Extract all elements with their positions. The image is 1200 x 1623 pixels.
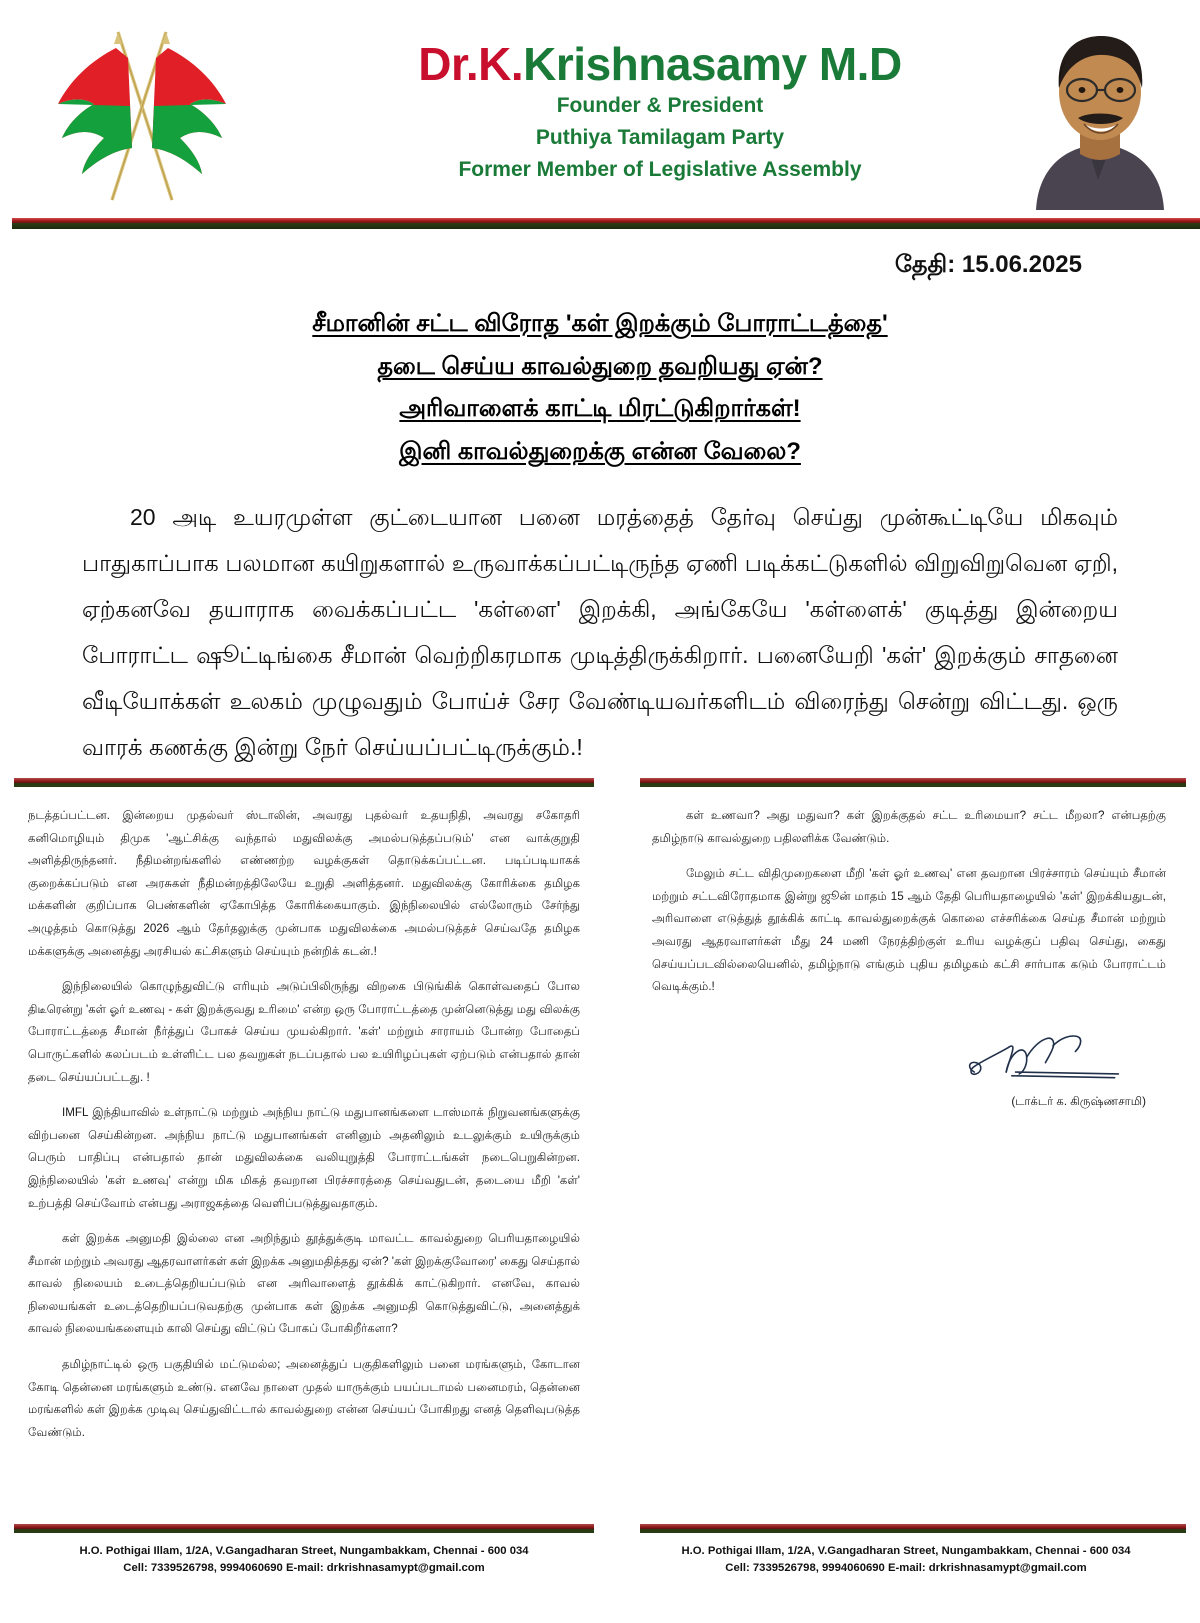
right-paragraph-1: கள் உணவா? அது மதுவா? கள் இறக்குதல் சட்ட உரிமையா? சட்ட மீறலா? என்பதற்கு தமிழ்நாடு காவல்துறை பதிலளிக்க வேண்டும்.: [652, 809, 1166, 845]
signature-icon: [952, 1029, 1152, 1087]
right-footer-divider: [640, 1524, 1186, 1533]
right-footer-green-stripe: [640, 1529, 1186, 1533]
person-name: [330, 40, 990, 88]
lower-page-sections: [0, 768, 1200, 1623]
left-paragraph-1: நடத்தப்பட்டன. இன்றைய முதல்வர் ஸ்டாலின், அவரது புதல்வர் உதயநிதி, அவரது சகோதரி கனிமொழியும் திமுக 'ஆட்சிக்கு வந்தால் மதுவிலக்கு அமல்படுத்தப்படும்' என வாக்குறுதி அளித்திருந்தனர். நீதிமன்றங்களில் எண்ணற்ற வழக்குகள் தொடுக்கப்பட்டன. படிப்படியாகக் குறைக்கப்படும் என அரசுகள் நீதிமன்றத்திலேயே உறுதி அளித்தனர். மதுவிலக்கு கோரிக்கை தமிழக மக்களின் குறிப்பாக பெண்களின் ஏகோபித்த கோரிக்கையாகும். இந்நிலையில் எல்லோரும் சேர்ந்து அழுத்தம் கொடுத்து 2026 ஆம் தேர்தலுக்கு முன்பாக மதுவிலக்கை அமல்படுத்தச் செய்வதே தமிழக மக்களுக்கு அனைத்து அரசியல் கட்சிகளும் செய்யும் நன்றிக் கடன்.!: [28, 809, 580, 958]
right-footer-contact: Cell: 7339526798, 9994060690 E-mail: drkrishnasamypt@gmail.com: [725, 1562, 1087, 1575]
right-footer-address: H.O. Pothigai Illam, 1/2A, V.Gangadharan Street, Nungambakkam, Chennai - 600 034: [681, 1545, 1131, 1558]
right-pane-top-divider: [640, 778, 1186, 787]
headline-line-4: இனி காவல்துறைக்கு என்ன வேலை?: [399, 438, 801, 466]
page-one-body: [0, 229, 1200, 770]
left-paragraph-4: கள் இறக்க அனுமதி இல்லை என அறிந்தும் தூத்துக்குடி மாவட்ட காவல்துறை பெரியதாழையில் சீமான் மற்றும் அவரது ஆதரவாளர்கள் கள் இறக்க அனுமதித்தது ஏன்? 'கள் இறக்குவோரை' கைது செய்தால் காவல் நிலையம் உடைத்தெறியப்படும் என அரிவாளைத் தூக்கிக் காட்டுகிறார். எனவே, காவல் நிலையங்கள் உடைத்தெறியப்படுவதற்கு முன்பாக கள் இறக்க அனுமதி கொடுத்துவிட்டு, அனைத்துக் காவல் நிலையங்களையும் காலி செய்து விட்டுப் போகப் போகிறீர்களா?: [28, 1232, 580, 1336]
left-pane-top-divider: [14, 778, 594, 787]
left-footer-green-stripe: [14, 1529, 594, 1533]
date-line: தேதி: 15.06.2025: [894, 251, 1082, 278]
page-two-left-pane: [0, 768, 608, 1623]
headline-block: [60, 303, 1140, 474]
portrait-photo: [1002, 14, 1192, 210]
role-line-3: Former Member of Legislative Assembly: [458, 157, 862, 181]
right-divider-green-stripe: [640, 783, 1186, 787]
left-paragraph-2: இந்நிலையில் கொழுந்துவிட்டு எரியும் அடுப்பிலிருந்து விறகை பிடுங்கிக் கொள்வதைப் போல திடீரென்று 'கள் ஓர் உணவு - கள் இறக்குவது உரிமை' என்ற ஒரு போராட்டத்தை முன்னெடுத்து மது விலக்கு போராட்டத்தை சீமான் நீர்த்துப் போகச் செய்ய முயல்கிறார். 'கள்' மற்றும் சாராயம் போன்ற போதைப் பொருட்களில் கலப்படம் உள்ளிட்ட பல தவறுகள் நடப்பதால் பல உயிரிழப்புகள் ஏற்படும் என்பதால் தான் தடை செய்யப்பட்டது. !: [28, 980, 580, 1084]
left-footer-divider: [14, 1524, 594, 1533]
letterhead: [0, 0, 1200, 218]
left-pane-footer: [0, 1524, 608, 1577]
left-paragraph-3: IMFL இந்தியாவில் உள்நாட்டு மற்றும் அந்நிய நாட்டு மதுபானங்களை டாஸ்மாக் நிறுவனங்களுக்கு விற்பனை செய்கின்றன. அந்நிய நாட்டு மதுபானங்கள் எனினும் அதனிலும் உடலுக்கும் உயிருக்கும் பெரும் பாதிப்பு என்பதால் தான் மதுவிலக்கை வலியுறுத்தி போராட்டங்கள் நடைபெறுகின்றன. இந்நிலையில் 'கள் உணவு' என்று மிக மிகத் தவறான பிரச்சாரத்தை செய்வதுடன், தடையை மீறி 'கள்' உற்பத்தி செய்வோம் என்பது அராஜகத்தை வெளிப்படுத்துவதாகும்.: [28, 1106, 580, 1210]
role-line-2: Puthiya Tamilagam Party: [535, 126, 785, 150]
person-name-main: Krishnasamy M.D: [523, 38, 902, 90]
masthead: [330, 40, 990, 183]
signature-zone: [652, 1029, 1166, 1114]
lead-paragraph: 20 அடி உயரமுள்ள குட்டையான பனை மரத்தைத் தேர்வு செய்து முன்கூட்டியே மிகவும் பாதுகாப்பாக பலமான கயிறுகளால் உருவாக்கப்பட்டிருந்த ஏணி படிக்கட்டுகளில் விறுவிறுவென ஏறி, ஏற்கனவே தயாராக வைக்கப்பட்ட 'கள்ளை' இறக்கி, அங்கேயே 'கள்ளைக்' குடித்து இன்றைய போராட்ட ஷூட்டிங்கை சீமான் வெற்றிகரமாக முடித்திருக்கிறார். பனையேறி 'கள்' இறக்கும் சாதனை வீடியோக்கள் உலகம் முழுவதும் போய்ச் சேர வேண்டியவர்களிடம் விரைந்து சென்று விட்டது. ஒரு வாரக் கணக்கு இன்று நேர் செய்யப்பட்டிருக்கும்.!: [82, 503, 1118, 760]
left-divider-green-stripe: [14, 783, 594, 787]
left-footer-address: H.O. Pothigai Illam, 1/2A, V.Gangadharan Street, Nungambakkam, Chennai - 600 034: [79, 1545, 529, 1558]
left-pane-body: [0, 787, 608, 1444]
left-footer-contact: Cell: 7339526798, 9994060690 E-mail: drkrishnasamypt@gmail.com: [123, 1562, 485, 1575]
left-paragraph-5: தமிழ்நாட்டில் ஒரு பகுதியில் மட்டுமல்ல; அனைத்துப் பகுதிகளிலும் பனை மரங்களும், கோடான கோடி தென்னை மரங்களும் உண்டு. எனவே நாளை முதல் யாருக்கும் பயப்படாமல் பனைமரம், தென்னை மரங்களில் கள் இறக்க முடிவு செய்துவிட்டால் காவல்துறை என்ன செய்யப் போகிறது எனத் தெளிவுபடுத்த வேண்டும்.: [28, 1358, 580, 1439]
headline-line-3: அரிவாளைக் காட்டி மிரட்டுகிறார்கள்!: [399, 395, 801, 423]
headline-line-1: சீமானின் சட்ட விரோத 'கள் இறக்கும் போராட்டத்தை': [312, 310, 888, 337]
page-two-right-pane: [612, 768, 1200, 1623]
left-footer-text: [0, 1533, 608, 1577]
headline-line-2: தடை செய்ய காவல்துறை தவறியது ஏன்?: [377, 352, 823, 380]
right-pane-footer: [612, 1524, 1200, 1577]
right-pane-body: [612, 787, 1200, 1113]
right-paragraph-2: மேலும் சட்ட விதிமுறைகளை மீறி 'கள் ஓர் உணவு' என தவறான பிரச்சாரம் செய்யும் சீமான் மற்றும் சட்டவிரோதமாக இன்று ஜூன் மாதம் 15 ஆம் தேதி பெரியதாழையில் 'கள்' இறக்கியதுடன், அரிவாளை எடுத்துத் தூக்கிக் காட்டி காவல்துறைக்குக் கொலை எச்சரிக்கை செய்த சீமான் மற்றும் அவரது ஆதரவாளர்கள் மீது 24 மணி நேரத்திற்குள் உரிய வழக்குப் பதிவு செய்து, கைது செய்யப்படவில்லையெனில், தமிழ்நாடு எங்கும் புதிய தமிழகம் கட்சி சார்பாக கடும் போராட்டம் வெடிக்கும்.!: [652, 867, 1166, 994]
lead-paragraph-wrapper: [60, 494, 1140, 770]
right-footer-text: [612, 1533, 1200, 1577]
party-flags-icon: [40, 18, 310, 213]
person-name-prefix: Dr.K.: [418, 38, 524, 90]
signature-name: (டாக்டர் க. கிருஷ்ணசாமி): [1011, 1094, 1146, 1108]
role-line-1: Founder & President: [556, 94, 764, 118]
letterhead-divider: [0, 218, 1200, 229]
